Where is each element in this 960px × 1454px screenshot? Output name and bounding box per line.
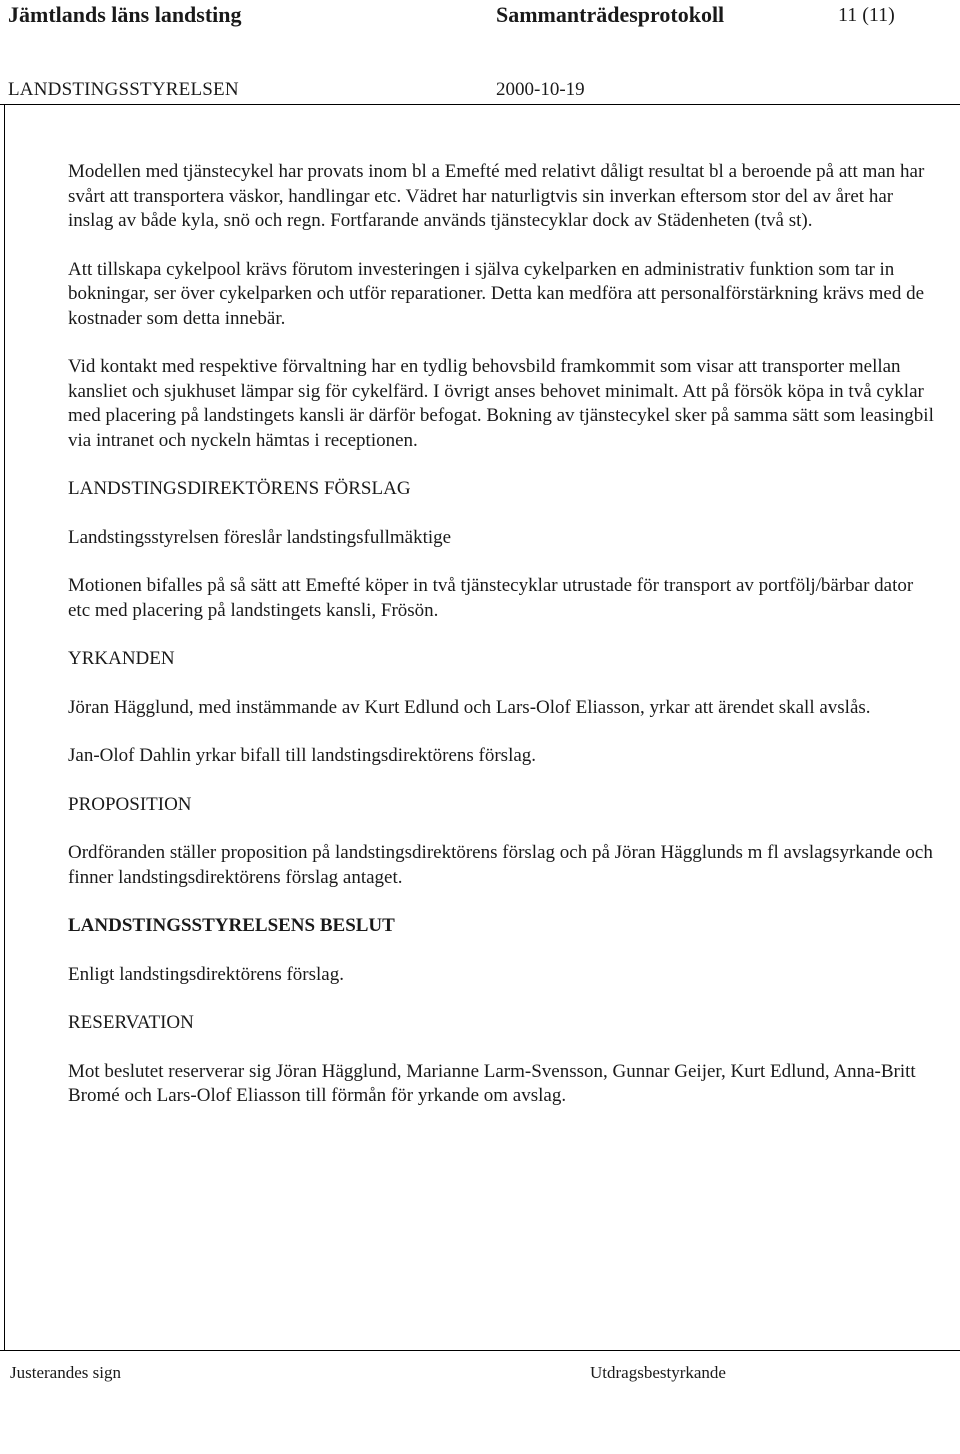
footer-rule [0,1350,960,1351]
footer-extract-label: Utdragsbestyrkande [590,1363,726,1382]
reservation-text: Mot beslutet reserverar sig Jöran Hägglund, Marianne Larm-Svensson, Gunnar Geijer, Kurt Edlund, Anna-Britt Bromé och Lars-Olof Eliasson till förmån för yrkande om avslag. [68,1060,916,1106]
proposal-intro: Landstingsstyrelsen föreslår landstingsfullmäktige [68,526,452,548]
header-rule [0,104,960,105]
yrkande-1: Jöran Hägglund, med instämmande av Kurt Edlund och Lars-Olof Eliasson, yrkar att ärendet skall avslås. [68,696,871,718]
heading-proposition: PROPOSITION [68,793,192,815]
header-organization: Jämtlands läns landsting [8,2,242,27]
department-name: LANDSTINGSSTYRELSEN [8,79,239,100]
meeting-date: 2000-10-19 [496,79,585,100]
paragraph-cycle-pool: Att tillskapa cykelpool krävs förutom investeringen i själva cykelparken en administrativ funktion som tar in bokningar, ser över cykelparken och utför reparationer. Detta kan medföra att personalförstärkning krävs med de kostnader som detta innebär. [68,258,925,329]
heading-yrkanden: YRKANDEN [68,648,175,669]
heading-reservation: RESERVATION [68,1012,194,1033]
page-number: 11 (11) [838,4,895,26]
paragraph-model: Modellen med tjänstecykel har provats inom bl a Emefté med relativt dåligt resultat bl a beroende på att man har svårt att transportera väskor, handlingar etc. Vädret har naturligtvis sin inverkan eftersom stor del av året har inslag av både kyla, snö och regn. Fortfarande används tjänstecyklar dock av Städenheten (två st). [68,161,925,231]
proposition-text: Ordföranden ställer proposition på landstingsdirektörens förslag och på Jöran Hägglunds m fl avslagsyrkande och finner landstingsdirektörens förslag antaget. [68,842,933,888]
proposal-text: Motionen bifalles på så sätt att Emefté köper in två tjänstecyklar utrustade för transport av portfölj/bärbar dator etc med placering på landstingets kansli, Frösön. [68,575,914,621]
margin-rule [4,104,5,1350]
footer-signature-label: Justerandes sign [10,1363,121,1382]
document-title: Sammanträdesprotokoll [496,2,725,27]
document-body [68,160,938,1109]
yrkande-2: Jan-Olof Dahlin yrkar bifall till landstingsdirektörens förslag. [68,745,537,766]
decision-text: Enligt landstingsdirektörens förslag. [68,963,344,985]
heading-decision: LANDSTINGSSTYRELSENS BESLUT [68,915,395,936]
paragraph-contact: Vid kontakt med respektive förvaltning har en tydlig behovsbild framkommit som visar att transporter mellan kansliet och sjukhuset lämpar sig för cykelfärd. I övrigt anses behovet minimalt. Att på försök köpa in två cyklar med placering på landstingets kansli är därför befogat. Bokning av tjänstecykel sker på samma sätt som leasingbil via intranet och nyckeln hämtas i receptionen. [68,356,934,451]
heading-proposal: LANDSTINGSDIREKTÖRENS FÖRSLAG [68,478,411,499]
